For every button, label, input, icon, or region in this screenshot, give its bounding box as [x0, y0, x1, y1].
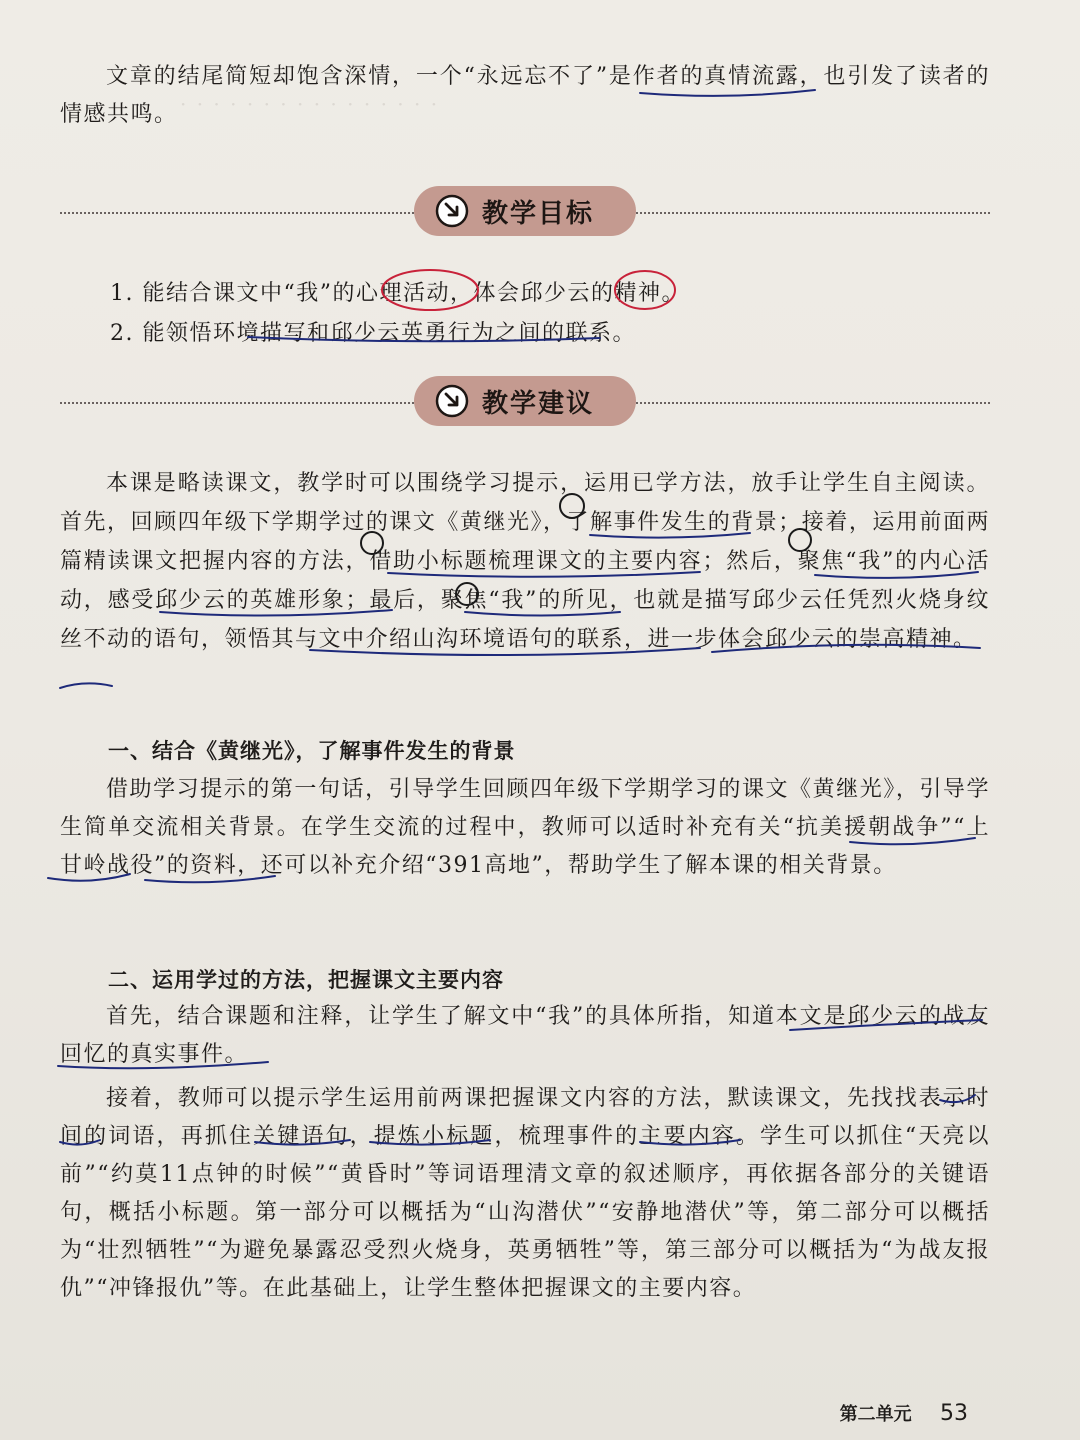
- arrow-in-circle-icon: [434, 193, 470, 229]
- section2-paragraph-2: 接着，教师可以提示学生运用前两课把握课文内容的方法，默读课文，先找找表示时间的词语，再抓住关键语句，提炼小标题，梳理事件的主要内容。学生可以抓住“天亮以前”“约莫11点钟的时候”“黄昏时”等词语理清文章的叙述顺序，再依据各部分的关键语句，概括小标题。第一部分可以概括为“山沟潜伏”“安静地潜伏”等，第二部分可以概括为“壮烈牺牲”“为避免暴露忍受烈火烧身，英勇牺牲”等，第三部分可以概括为“为战友报仇”“冲锋报仇”等。在此基础上，让学生整体把握课文的主要内容。: [60, 1086, 990, 1301]
- section2-paragraph-1: 首先，结合课题和注释，让学生了解文中“我”的具体所指，知道本文是邱少云的战友回忆的真实事件。: [60, 1004, 990, 1067]
- goals-title: 教学目标: [481, 198, 594, 229]
- bleed-through-text: · · · · · · · · · · · · · · · ·: [180, 92, 440, 116]
- goals-header: [60, 186, 990, 238]
- unit-label: 第二单元: [839, 1404, 912, 1425]
- advice-title: 教学建议: [481, 388, 594, 419]
- advice-header: [60, 376, 990, 428]
- section1-paragraph: 借助学习提示的第一句话，引导学生回顾四年级下学期学习的课文《黄继光》，引导学生简单交流相关背景。在学生交流的过程中，教师可以适时补充有关“抗美援朝战争”“上甘岭战役”的资料，还可以补充介绍“391高地”，帮助学生了解本课的相关背景。: [60, 777, 990, 878]
- intro-paragraph: 文章的结尾简短却饱含深情，一个“永远忘不了”是作者的真情流露，也引发了读者的情感共鸣。: [60, 64, 990, 127]
- page-footer: [840, 1400, 968, 1426]
- page-number: 53: [940, 1401, 968, 1426]
- advice-paragraph: 本课是略读课文，教学时可以围绕学习提示，运用已学方法，放手让学生自主阅读。首先，回顾四年级下学期学过的课文《黄继光》，了解事件发生的背景；接着，运用前面两篇精读课文把握内容的方法，借助小标题梳理课文的主要内容；然后，聚焦“我”的内心活动，感受邱少云的英雄形象；最后，聚焦“我”的所见，也就是描写邱少云任凭烈火烧身纹丝不动的语句，领悟其与文中介绍山沟环境语句的联系，进一步体会邱少云的崇高精神。: [60, 471, 990, 652]
- section1-heading: 一、结合《黄继光》，了解事件发生的背景: [108, 739, 516, 763]
- advice-pill: [414, 376, 636, 426]
- goals-pill: [414, 186, 636, 236]
- goals-list: [110, 274, 990, 354]
- section2-heading: 二、运用学过的方法，把握课文主要内容: [108, 968, 504, 992]
- goal-item-2: 2. 能领悟环境描写和邱少云英勇行为之间的联系。: [110, 321, 636, 346]
- goal-item-1: 1. 能结合课文中“我”的心理活动，体会邱少云的精神。: [110, 281, 685, 306]
- arrow-in-circle-icon: [434, 383, 470, 419]
